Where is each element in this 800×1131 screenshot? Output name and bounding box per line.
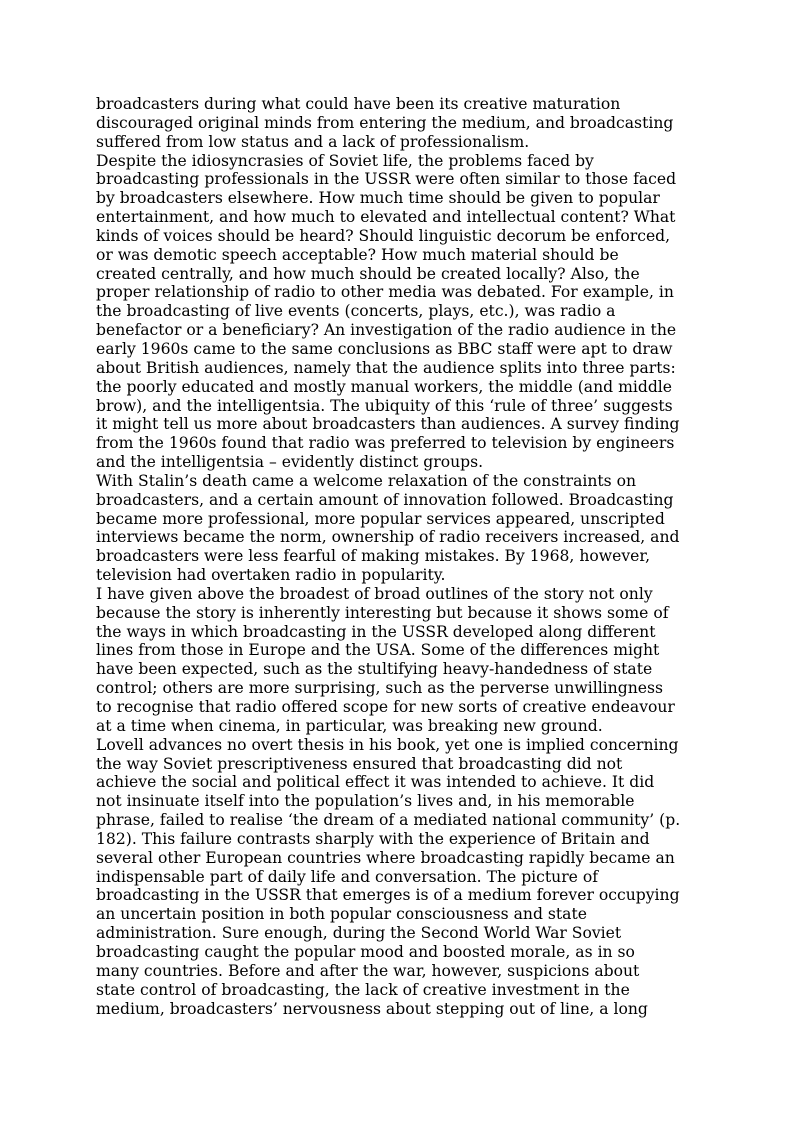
document-page bbox=[96, 95, 706, 1018]
paragraph-common-problems: Despite the idiosyncrasies of Soviet life, the problems faced by broadcasting professionals in the USSR were often similar to those faced by broadcasters elsewhere. How much time should be given to popular entertainment, and how much to elevated and intellectual content? What kinds of voices should be heard? Should linguistic decorum be enforced, or was demotic speech acceptable? How much material should be created centrally, and how much should be created locally? Also, the proper relationship of radio to other media was debated. For example, in the broadcasting of live events (concerts, plays, etc.), was radio a benefactor or a beneficiary? An investigation of the radio audience in the early 1960s came to the same conclusions as BBC staff were apt to draw about British audiences, namely that the audience splits into three parts: the poorly educated and mostly manual workers, the middle (and middle brow), and the intelligentsia. The ubiquity of this ‘rule of three’ suggests it might tell us more about broadcasters than audiences. A survey finding from the 1960s found that radio was preferred to television by engineers and the intelligentsia – evidently distinct groups. bbox=[96, 151, 680, 472]
paragraph-lovell-thesis: Lovell advances no overt thesis in his book, yet one is implied concerning the way Soviet prescriptiveness ensured that broadcasting did not achieve the social and political effect it was intended to achieve. It did not insinuate itself into the population’s lives and, in his memorable phrase, failed to realise ‘the dream of a mediated national community’ (p. 182). This failure contrasts sharply with the experience of Britain and several other European countries where broadcasting rapidly became an indispensable part of daily life and conversation. The picture of broadcasting in the USSR that emerges is of a medium forever occupying an uncertain position in both popular consciousness and state administration. Sure enough, during the Second World War Soviet broadcasting caught the popular mood and boosted morale, as in so many countries. Before and after the war, however, suspicions about state control of broadcasting, the lack of creative investment in the medium, broadcasters’ nervousness about stepping out of line, a long bbox=[96, 735, 681, 1018]
paragraph-stalin-death: With Stalin’s death came a welcome relaxation of the constraints on broadcasters, and a certain amount of innovation followed. Broadcasting became more professional, more popular services appeared, unscripted interviews became the norm, ownership of radio receivers increased, and broadcasters were less fearful of making mistakes. By 1968, however, television had overtaken radio in popularity. bbox=[96, 471, 680, 585]
paragraph-broad-outlines: I have given above the broadest of broad outlines of the story not only because the story is inherently interesting but because it shows some of the ways in which broadcasting in the USSR developed along different lines from those in Europe and the USA. Some of the differences might have been expected, such as the stultifying heavy-handedness of state control; others are more surprising, such as the perverse unwillingness to recognise that radio offered scope for new sorts of creative endeavour at a time when cinema, in particular, was breaking new ground. bbox=[96, 584, 675, 735]
paragraph-continuation: broadcasters during what could have been its creative maturation discouraged original minds from entering the medium, and broadcasting suffered from low status and a lack of professionalism. bbox=[96, 95, 674, 151]
